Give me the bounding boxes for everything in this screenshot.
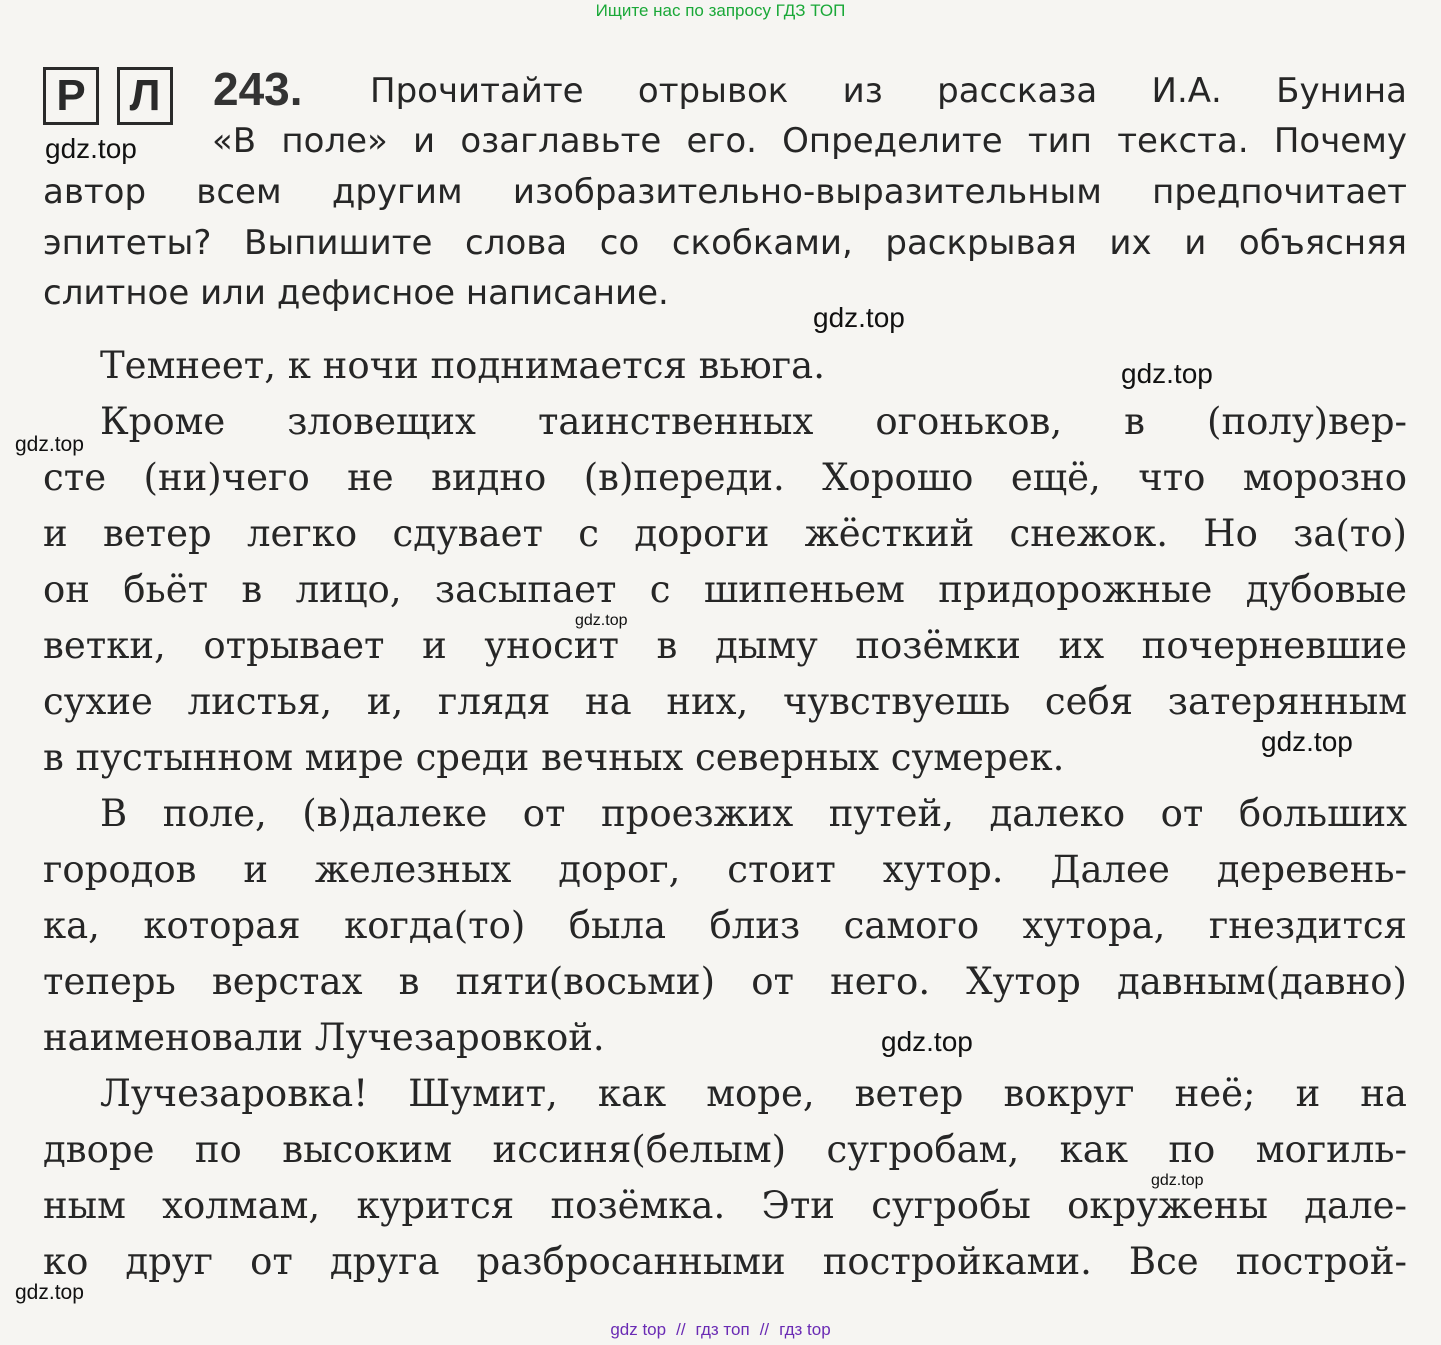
- task-number: 243.: [213, 63, 303, 115]
- excerpt-line: в пустынном мире среди вечных северных сумерек.: [43, 736, 1065, 779]
- excerpt-line: и ветер легко сдувает с дороги жёсткий снежок. Но за(то): [43, 512, 1407, 555]
- excerpt-line: городов и железных дорог, стоит хутор. Далее деревень-: [43, 848, 1407, 891]
- watermark: gdz.top: [881, 1026, 973, 1057]
- watermark: gdz.top: [15, 1281, 84, 1304]
- task-line: эпитеты? Выпишите слова со скобками, раскрывая их и объясняя: [43, 223, 1407, 263]
- top-banner[interactable]: Ищите нас по запросу ГДЗ ТОП: [595, 1, 846, 20]
- watermark: gdz.top: [1121, 358, 1213, 389]
- bottom-banner: [0, 1318, 1441, 1342]
- bottom-link-gdz-top-mixed[interactable]: гдз top: [779, 1320, 831, 1339]
- task-line: Прочитайте отрывок из рассказа И.А. Бунина: [370, 71, 1407, 111]
- watermark: gdz.top: [15, 433, 84, 456]
- excerpt-line: дворе по высоким иссиня(белым) сугробам, как по могиль-: [43, 1128, 1407, 1171]
- task-line: «В поле» и озаглавьте его. Определите тип текста. Почему: [212, 121, 1407, 161]
- excerpt-line: ко друг от друга разбросанными постройками. Все построй-: [43, 1240, 1407, 1283]
- excerpt-line: он бьёт в лицо, засыпает с шипеньем придорожные дубовые: [43, 568, 1407, 611]
- banner-separator: //: [759, 1320, 770, 1339]
- watermark: gdz.top: [813, 302, 905, 333]
- bottom-link-gdz-top[interactable]: gdz top: [610, 1320, 667, 1339]
- watermark: gdz.top: [45, 133, 137, 164]
- watermark: gdz.top: [1261, 726, 1353, 757]
- excerpt-line: сухие листья, и, глядя на них, чувствуешь себя затерянным: [43, 680, 1407, 723]
- task-line: слитное или дефисное написание.: [43, 273, 669, 313]
- excerpt-line: В поле, (в)далеке от проезжих путей, далеко от больших: [100, 792, 1407, 835]
- task-line: автор всем другим изобразительно-выразительным предпочитает: [43, 172, 1407, 212]
- bottom-link-gdz-top-cyrillic[interactable]: гдз топ: [695, 1320, 750, 1339]
- watermark: gdz.top: [575, 612, 628, 629]
- banner-separator: //: [676, 1320, 686, 1339]
- excerpt-line: ным холмам, курится позёмка. Эти сугробы окружены дале-: [43, 1184, 1407, 1227]
- badge-russian: Р: [43, 67, 99, 125]
- excerpt-line: Темнеет, к ночи поднимается вьюга.: [100, 344, 825, 387]
- excerpt-line: ветки, отрывает и уносит в дыму позёмки их почерневшие: [43, 624, 1407, 667]
- excerpt-line: Лучезаровка! Шумит, как море, ветер вокруг неё; и на: [100, 1072, 1407, 1115]
- excerpt-line: ка, которая когда(то) была близ самого хутора, гнездится: [43, 904, 1407, 947]
- excerpt-line: теперь верстах в пяти(восьми) от него. Хутор давным(давно): [43, 960, 1407, 1003]
- excerpt-line: Кроме зловещих таинственных огоньков, в (полу)вер-: [100, 400, 1407, 443]
- excerpt-line: наименовали Лучезаровкой.: [43, 1016, 605, 1059]
- excerpt-line: сте (ни)чего не видно (в)переди. Хорошо ещё, что морозно: [43, 456, 1407, 499]
- badge-literature: Л: [117, 67, 173, 125]
- watermark: gdz.top: [1151, 1172, 1204, 1189]
